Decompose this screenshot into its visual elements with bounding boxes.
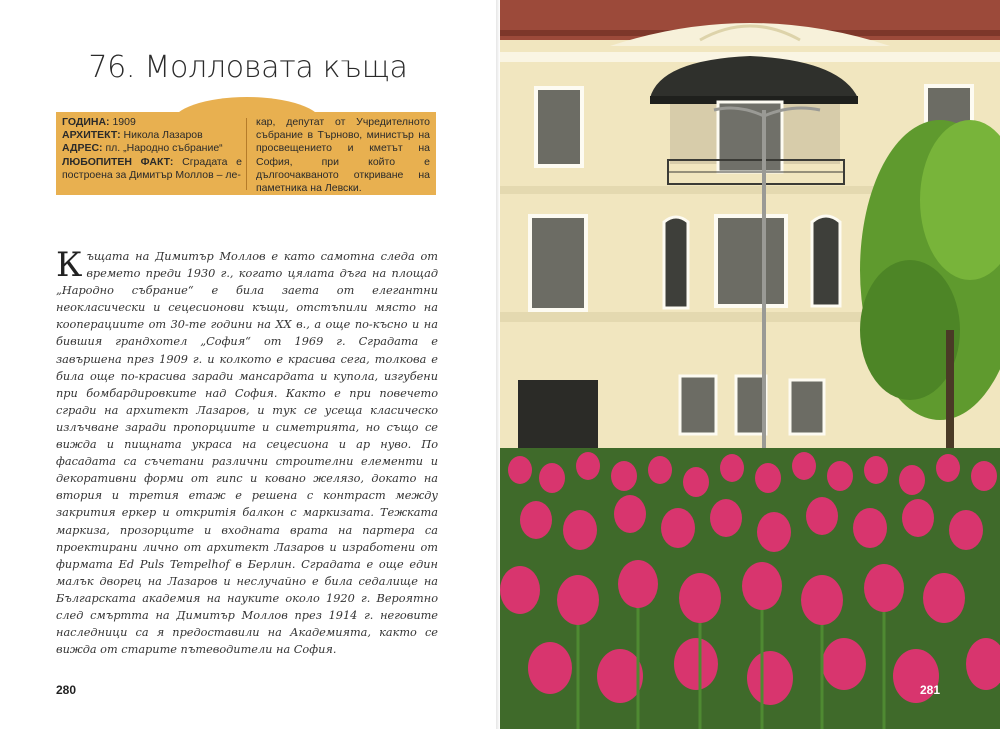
- window: [716, 216, 786, 306]
- fact-architect-label: АРХИТЕКТ:: [62, 129, 121, 142]
- fact-divider: [246, 118, 247, 190]
- fact-year-label: ГОДИНА:: [62, 116, 110, 128]
- lamp-post: [762, 110, 766, 470]
- fact-architect-value: Никола Лазаров: [123, 129, 203, 142]
- drop-cap: К: [56, 245, 83, 285]
- fact-year-value: 1909: [112, 116, 136, 128]
- page-number-left: 280: [56, 683, 77, 697]
- window: [536, 88, 582, 166]
- window: [530, 216, 586, 310]
- left-page: [0, 0, 498, 729]
- body-text: ъщата на Димитър Моллов е като самотна следа от времето преди 1930 г., когато цялата дъга на площад „Народно събрание“ е била заета от елегантни неокласически и сецесионови къщи, отстъпили място на кооперациите от 30-те години на XX в., а още по-късно и на бившия грандхотел „София“ от 1969 г. Сградата е завършена през 1909 г. и колкото е красива сега, толкова е била още по-красива заради мансардата и купола, изгубени при бомбардировките над София. Както е при повечето сгради на архитект Лазаров, и тук се усеща класическо излъчване заради пропорциите и симетрията, но също се вижда и пищната украса на сецесиона и ар нуво. По фасадата са съчетани различни строителни елементи и декоративни форми от гипс и ковано желязо, докато на втория и третия етаж е решена с контраст между закрития еркер и откритія балкон с маркизата. Тежката маркиза, прозорците и входната врата на партера са проектирани лично от архитект Лазаров и изработени от фирмата Ed Puls Tempelhof в Берлин. Сградата е още един малък дворец на Лазаров и неслучайно е била седалище на Българската академия на науките около 1920 г. Вероятно след смъртта на Димитър Моллов през 1914 г. неговите наследници са я предоставили на Академията, както се вижда от старите пътеводители на София.: [56, 250, 438, 657]
- page-title: 76. Молловата къща: [88, 50, 408, 85]
- fact-curious-text-start: Сградата е построена за Димитър Моллов – ле-: [62, 155, 242, 181]
- fact-address-label: АДРЕС:: [62, 142, 103, 155]
- fact-curious-label: ЛЮБОПИТЕН ФАКТ:: [62, 155, 174, 168]
- window: [680, 376, 716, 434]
- fact-column-left: [62, 116, 242, 182]
- window: [790, 380, 824, 434]
- fact-column-right: кар, депутат от Учредителното събрание в Търново, министър на просвещението и кметът на София, при който е дългоочакваното откриване на паметника на Левски.: [256, 116, 430, 195]
- window: [736, 376, 766, 434]
- fact-address-value: пл. „Народно събрание“: [105, 142, 223, 155]
- page-number-right: 281: [920, 683, 941, 697]
- building-photo: [500, 0, 1000, 729]
- body-paragraph: [56, 245, 438, 658]
